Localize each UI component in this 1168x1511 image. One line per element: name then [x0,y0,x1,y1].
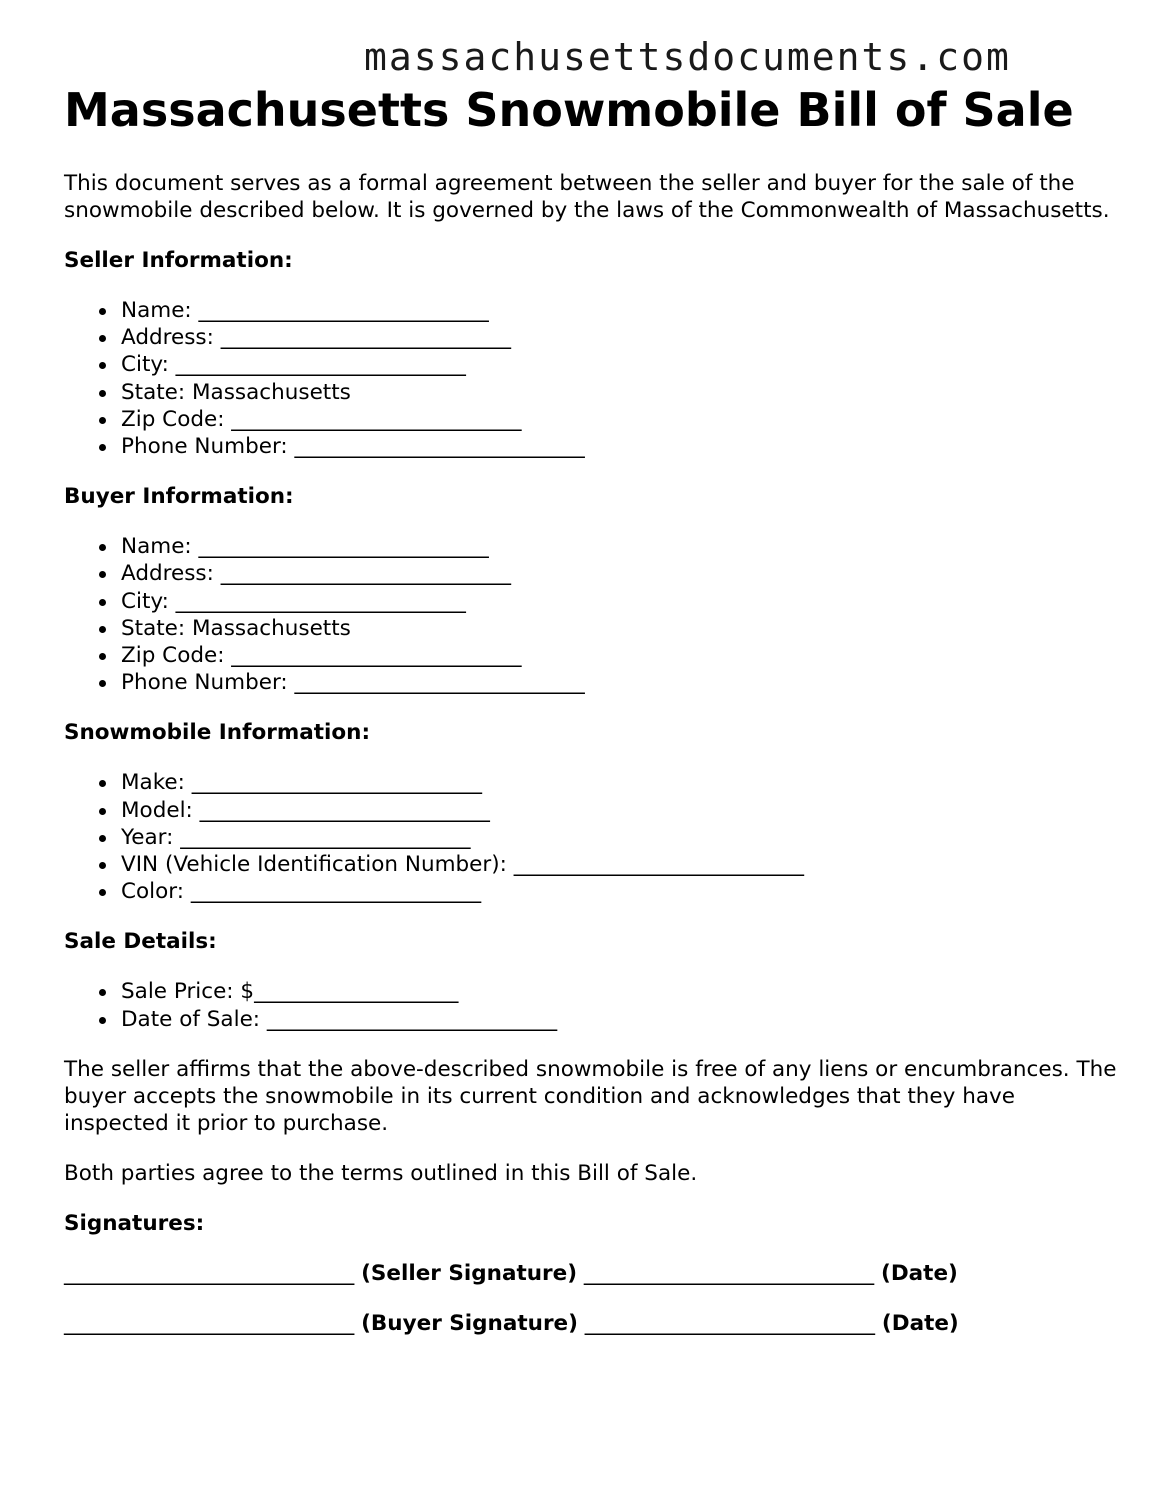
snowmobile-make-field: Make: ___________________________ [121,769,1124,796]
seller-list [64,297,1124,460]
snowmobile-vin-field: VIN (Vehicle Identification Number): ___________________________ [121,851,1124,878]
buyer-signature-row [64,1310,1124,1337]
buyer-address-field: Address: ___________________________ [121,560,1124,587]
seller-date-line: ___________________________ [583,1260,875,1286]
snowmobile-color-field: Color: ___________________________ [121,878,1124,905]
snowmobile-model-field: Model: ___________________________ [121,797,1124,824]
seller-signature-row [64,1260,1124,1287]
seller-signature-label: (Seller Signature) [361,1260,578,1286]
sale-date-field: Date of Sale: ___________________________ [121,1006,1124,1033]
seller-heading: Seller Information: [64,248,293,273]
sale-list [64,978,1124,1032]
buyer-signature-label: (Buyer Signature) [361,1310,578,1336]
seller-address-field: Address: ___________________________ [121,324,1124,351]
snowmobile-year-field: Year: ___________________________ [121,824,1124,851]
buyer-date-line: ___________________________ [584,1310,876,1336]
seller-city-field: City: ___________________________ [121,351,1124,378]
agreement-paragraph: Both parties agree to the terms outlined in this Bill of Sale. [64,1160,698,1186]
sale-price-field: Sale Price: $___________________ [121,978,1124,1005]
seller-state-field: State: Massachusetts [121,379,1124,406]
snowmobile-list [64,769,1124,905]
buyer-phone-field: Phone Number: ___________________________ [121,669,1124,696]
signatures-heading: Signatures: [64,1210,205,1236]
seller-name-field: Name: ___________________________ [121,297,1124,324]
buyer-zip-field: Zip Code: ___________________________ [121,642,1124,669]
buyer-heading: Buyer Information: [64,484,294,510]
buyer-city-field: City: ___________________________ [121,588,1124,615]
intro-paragraph: This document serves as a formal agreement between the seller and buyer for the sale of the snowmobile described below. It is governed by the laws of the Commonwealth of Massachusetts. [64,171,1110,223]
page-title: Massachusetts Snowmobile Bill of Sale [64,83,1074,137]
buyer-state-field: State: Massachusetts [121,615,1124,642]
buyer-date-label: (Date) [881,1310,959,1336]
sale-heading: Sale Details: [64,929,217,955]
seller-zip-field: Zip Code: ___________________________ [121,406,1124,433]
affirmation-paragraph: The seller affirms that the above-described snowmobile is free of any liens or encumbrances. The buyer accepts the snowmobile in its current condition and acknowledges that they have inspected it prior to purchase. [64,1056,1117,1136]
buyer-signature-line: ___________________________ [64,1310,355,1336]
snowmobile-heading: Snowmobile Information: [64,720,371,746]
seller-signature-line: ___________________________ [64,1260,355,1286]
buyer-list [64,533,1124,696]
seller-phone-field: Phone Number: ___________________________ [121,433,1124,460]
buyer-name-field: Name: ___________________________ [121,533,1124,560]
watermark: massachusettsdocuments.com [364,35,1011,79]
document-page [64,82,1124,1337]
seller-date-label: (Date) [881,1260,958,1286]
